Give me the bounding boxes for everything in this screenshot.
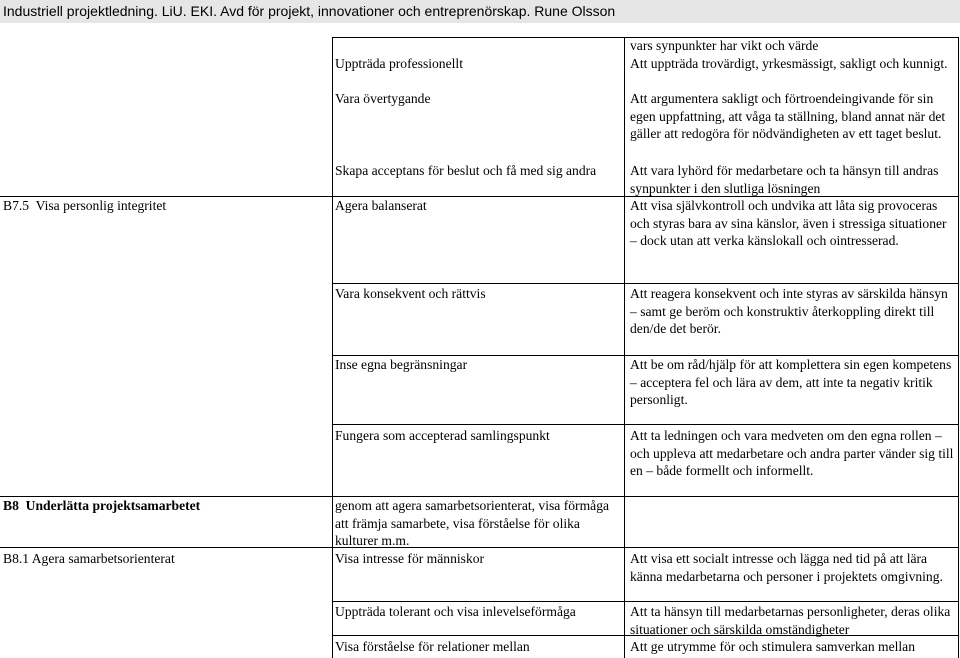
section-heading-cell: B8 Underlätta projektsamarbetet: [3, 498, 201, 513]
behaviour-cell: Uppträda tolerant och visa inlevelseförmåga: [335, 604, 576, 619]
table-rule: [332, 601, 959, 602]
section-cell: B8.1 Agera samarbetsorienterat: [3, 551, 175, 566]
description-cell: Att ta hänsyn till medarbetarnas personligheter, deras olika situationer och särskilda omständigheter: [630, 604, 951, 637]
description-cell: Att reagera konsekvent och inte styras av särskilda hänsyn – samt ge beröm och konstruktiv återkoppling direkt till den/de det berör.: [630, 286, 948, 336]
description-cell: Att ta ledningen och vara medveten om den egna rollen – och uppleva att medarbetare och andra parter vänder sig till en – både formellt och informellt.: [630, 428, 954, 478]
description-cell: Att ge utrymme för och stimulera samverkan mellan: [630, 639, 916, 654]
section-cell: B7.5 Visa personlig integritet: [3, 198, 167, 213]
page-header: [0, 0, 960, 23]
description-cell: Att visa ett socialt intresse och lägga ned tid på att lära känna medarbetarna och personer i projektets omgivning.: [630, 551, 943, 584]
behaviour-cell: Inse egna begränsningar: [335, 357, 468, 372]
behaviour-cell: Uppträda professionellt: [335, 56, 463, 71]
header-title: Industriell projektledning. LiU. EKI. Avd för projekt, innovationer och entreprenörskap. Rune Olsson: [3, 3, 616, 19]
description-cell: Att vara lyhörd för medarbetare och ta hänsyn till andras synpunkter i den slutliga lösningen: [630, 163, 939, 196]
behaviour-cell: Fungera som accepterad samlingspunkt: [335, 428, 550, 443]
behaviour-cell: genom att agera samarbetsorienterat, visa förmåga att främja samarbete, visa förståelse för olika kulturer m.m.: [335, 498, 610, 548]
description-cell: Att be om råd/hjälp för att komplettera sin egen kompetens – acceptera fel och lära av dem, att inte ta negativ kritik personligt.: [630, 357, 952, 407]
behaviour-cell: Agera balanserat: [335, 198, 427, 213]
table-rule: [958, 37, 959, 658]
behaviour-cell: Vara övertygande: [335, 91, 431, 106]
table-rule: [332, 283, 959, 284]
behaviour-cell: Skapa acceptans för beslut och få med sig andra: [335, 163, 597, 178]
table-rule: [624, 37, 625, 658]
behaviour-cell: Vara konsekvent och rättvis: [335, 286, 486, 301]
description-cell: Att uppträda trovärdigt, yrkesmässigt, sakligt och kunnigt.: [630, 56, 948, 71]
description-cell: vars synpunkter har vikt och värde: [630, 38, 819, 53]
behaviour-cell: Visa förståelse för relationer mellan: [335, 639, 530, 654]
table-rule: [332, 37, 333, 658]
description-cell: Att visa självkontroll och undvika att låta sig provoceras och styras bara av sina känslor, även i stressiga situationer – dock utan att verka känslokall och ointresserad.: [630, 198, 947, 248]
description-cell: Att argumentera sakligt och förtroendeingivande för sin egen uppfattning, att våga ta ställning, bland annat när det gäller att redogöra för nödvändigheten av ett taget beslut.: [630, 91, 946, 141]
behaviour-cell: Visa intresse för människor: [335, 551, 485, 566]
table-rule: [332, 424, 959, 425]
